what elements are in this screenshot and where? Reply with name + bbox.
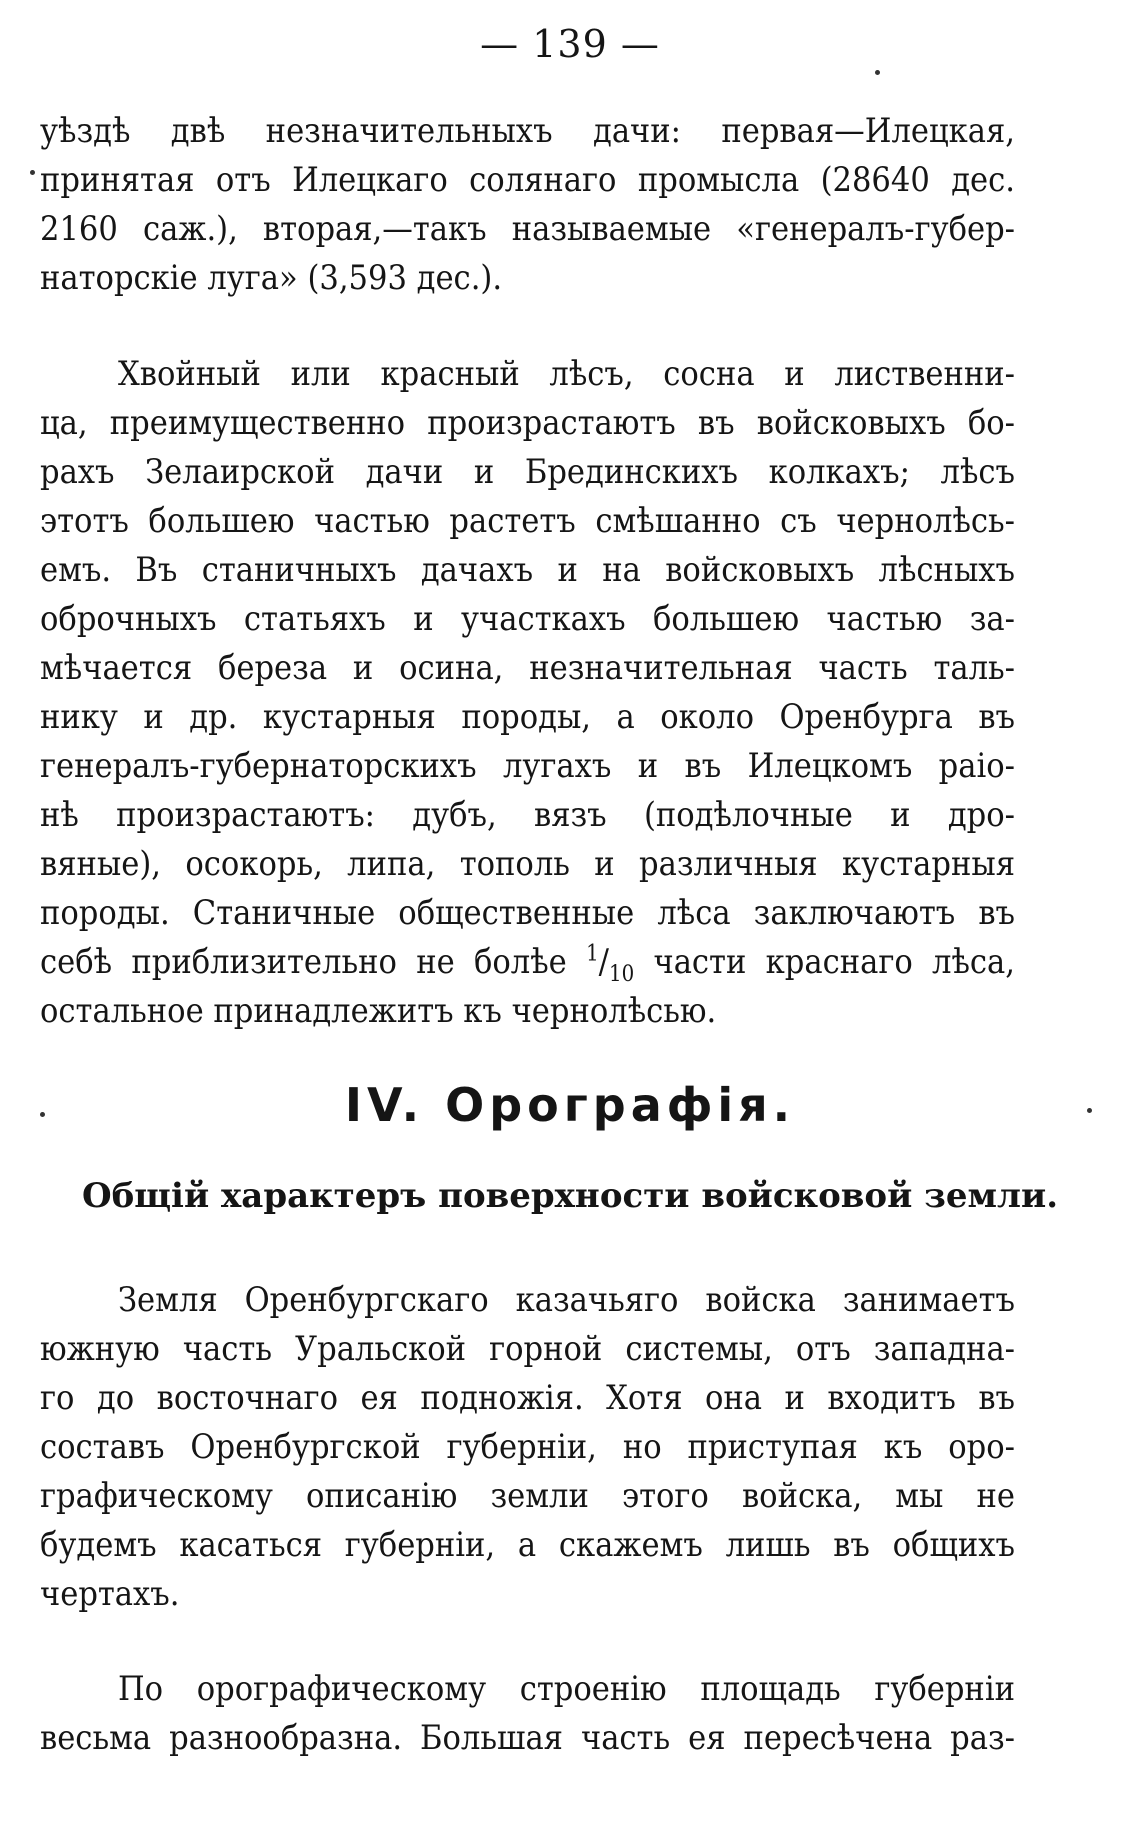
text-line: составъ Оренбургской губерніи, но приступая къ оро- <box>40 1427 1015 1467</box>
subheading: Общій характеръ поверхности войсковой земли. <box>81 1176 1059 1216</box>
fraction: $^1/_{10}$ <box>586 941 635 987</box>
text-line: наторскіе луга» (3,593 дес.). <box>40 258 503 298</box>
fraction-line-after: части краснаго лѣса, <box>653 942 1015 982</box>
text-line: Хвойный или красный лѣсъ, сосна и лиственни- <box>118 354 1015 394</box>
text-line: остальное принадлежитъ къ чернолѣсью. <box>40 991 717 1031</box>
text-line: уѣздѣ двѣ незначительныхъ дачи: первая—Илецкая, <box>40 111 1015 151</box>
text-line: мѣчается береза и осина, незначительная часть таль- <box>40 648 1015 688</box>
text-line: Земля Оренбургскаго казачьяго войска занимаетъ <box>118 1280 1015 1320</box>
paragraph-4 <box>40 1665 1015 1763</box>
paragraph-3 <box>40 1276 1015 1619</box>
fraction-numerator: 1 <box>586 941 599 967</box>
text-line: емъ. Въ станичныхъ дачахъ и на войсковыхъ лѣсныхъ <box>40 550 1015 590</box>
text-line: 2160 саж.), вторая,—такъ называемые «генералъ-губер- <box>40 209 1015 249</box>
print-speck <box>875 70 880 75</box>
section-heading: IV. Орографія. <box>344 1078 796 1132</box>
text-line: чертахъ. <box>40 1574 180 1614</box>
paragraph-1 <box>40 107 1015 303</box>
text-line: нѣ произрастаютъ: дубъ, вязъ (подѣлочные и дро- <box>40 795 1015 835</box>
fraction-denominator: 10 <box>608 961 635 987</box>
text-line: графическому описанію земли этого войска, мы не <box>40 1476 1015 1516</box>
page-number: — 139 — <box>480 22 660 66</box>
text-line: оброчныхъ статьяхъ и участкахъ большею частью за- <box>40 599 1015 639</box>
text-line: принятая отъ Илецкаго солянаго промысла (28640 дес. <box>40 160 1015 200</box>
text-line: породы. Станичные общественные лѣса заключаютъ въ <box>40 893 1015 933</box>
text-line: По орографическому строенію площадь губерніи <box>118 1669 1015 1709</box>
print-speck <box>30 170 35 175</box>
text-line: нику и др. кустарныя породы, а около Оренбурга въ <box>40 697 1015 737</box>
text-line-fraction <box>40 938 1015 987</box>
fraction-line-before: себѣ приблизительно не болѣе <box>40 942 567 982</box>
text-line: вяные), осокорь, липа, тополь и различныя кустарныя <box>40 844 1015 884</box>
text-line: рахъ Зелаирской дачи и Брединскихъ колкахъ; лѣсъ <box>40 452 1015 492</box>
text-line: будемъ касаться губерніи, а скажемъ лишь въ общихъ <box>40 1525 1015 1565</box>
text-line: ца, преимущественно произрастаютъ въ войсковыхъ бо- <box>40 403 1015 443</box>
paragraph-2 <box>40 350 1015 1036</box>
text-line: южную часть Уральской горной системы, отъ западна- <box>40 1329 1015 1369</box>
text-line: этотъ большею частью растетъ смѣшанно съ чернолѣсь- <box>40 501 1015 541</box>
text-line: го до восточнаго ея подножія. Хотя она и входитъ въ <box>40 1378 1015 1418</box>
text-line: генералъ-губернаторскихъ лугахъ и въ Илецкомъ раіо- <box>40 746 1015 786</box>
text-line: весьма разнообразна. Большая часть ея пересѣчена раз- <box>40 1718 1015 1758</box>
